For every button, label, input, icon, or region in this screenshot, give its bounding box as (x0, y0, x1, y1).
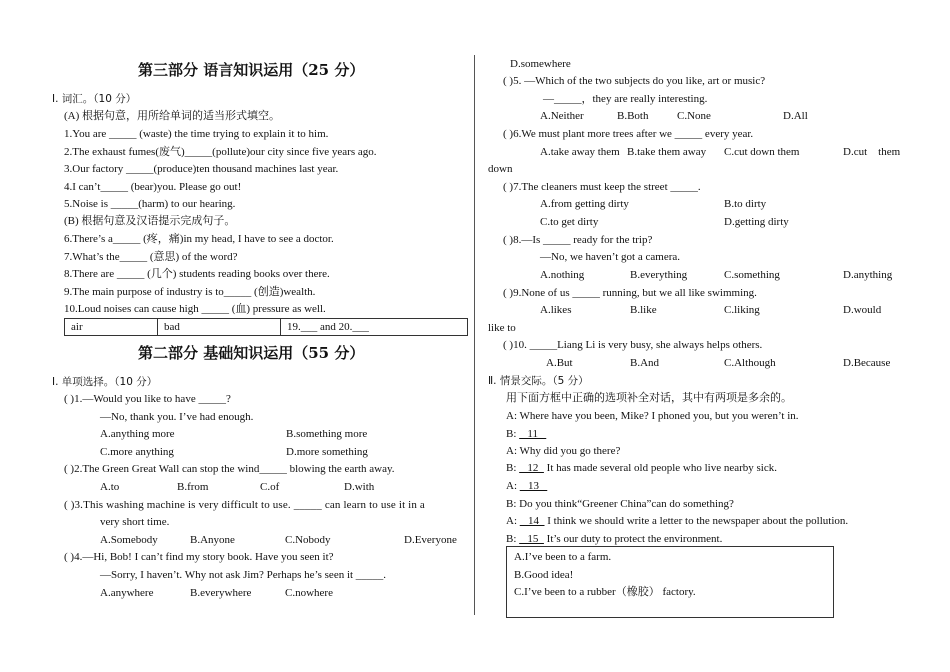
dialog-line (506, 532, 722, 546)
question-4: ( )4.—Hi, Bob! I can’t find my story book. Have you seen it? (64, 551, 334, 563)
question-8-response: —No, we haven’t got a camera. (540, 251, 680, 263)
vocab-item: 7.What’s the_____ (意思) of the word? (64, 251, 238, 263)
question-3: ( )3.This washing machine is very difficult to use. _____ can learn to use it in a (64, 499, 425, 511)
speaker-label: B: (506, 428, 517, 440)
vocab-item: 10.Loud noises can cause high _____ (血) pressure as well. (64, 303, 326, 315)
question-8: ( )8.—Is _____ ready for the trip? (503, 234, 653, 246)
option: C.more anything (100, 446, 174, 458)
question-1: ( )1.—Would you like to have _____? (64, 393, 231, 405)
vocab-item: 3.Our factory _____(produce)ten thousand machines last year. (64, 163, 339, 175)
question-7: ( )7.The cleaners must keep the street _____. (503, 181, 701, 193)
dialog-text: It’s our duty to protect the environment. (543, 533, 723, 545)
option: D.would (843, 304, 882, 316)
dialog-line: B: Do you think“Greener China”can do something? (506, 498, 734, 510)
dialog-line: A: Why did you go there? (506, 445, 621, 457)
option: D.getting dirty (724, 216, 789, 228)
question-2: ( )2.The Green Great Wall can stop the wind_____ blowing the earth away. (64, 463, 395, 475)
option: A.anywhere (100, 587, 154, 599)
dialog-line: A: Where have you been, Mike? I phoned you, but you weren’t in. (506, 410, 799, 422)
option: B.from (177, 481, 209, 493)
option: A.from getting dirty (540, 198, 629, 210)
speaker-label: A: (506, 480, 517, 492)
column-divider (474, 55, 475, 615)
option: A.Somebody (100, 534, 158, 546)
vocab-item: 5.Noise is _____(harm) to our hearing. (64, 198, 236, 210)
option: B.Both (617, 110, 649, 122)
dialog-instruction: 用下面方框中正确的选项补全对话，其中有两项是多余的。 (506, 392, 792, 404)
option: B.everything (630, 269, 688, 281)
option: D.more something (286, 446, 368, 458)
dialog-line (506, 479, 547, 493)
table-cell: 19.___ and 20.___ (281, 319, 468, 336)
table-cell: bad (158, 319, 281, 336)
option: B.to dirty (724, 198, 767, 210)
dialog-line (506, 427, 546, 441)
dialog-text: It has made several old people who live nearby sick. (543, 462, 777, 474)
dialog-line (506, 461, 777, 475)
option: D.anything (843, 269, 893, 281)
box-option: B.Good idea! (514, 569, 574, 581)
answer-blank: 15 (519, 533, 544, 545)
option: A.anything more (100, 428, 175, 440)
option: A.to (100, 481, 120, 493)
part3-title: 第三部分 语言知识运用（25 分） (138, 61, 365, 79)
option: D.cut them (843, 146, 901, 158)
vocab-item: 2.The exhaust fumes(废气)_____(pollute)our city since five years ago. (64, 146, 377, 158)
dialog-heading: Ⅱ. 情景交际。（5 分） (488, 375, 589, 387)
question-4-response: —Sorry, I haven’t. Why not ask Jim? Perhaps he’s seen it _____. (100, 569, 387, 581)
question-3-continued: very short time. (100, 516, 170, 528)
option: B.something more (286, 428, 368, 440)
option: D.Because (843, 357, 891, 369)
option: C.something (724, 269, 780, 281)
box-option: C.I’ve been to a rubber（橡胶） factory. (514, 586, 696, 598)
option: D.somewhere (510, 58, 571, 70)
table-cell: air (65, 319, 158, 336)
option: B.Anyone (190, 534, 235, 546)
option: D.with (344, 481, 375, 493)
dialog-line (506, 514, 848, 528)
option: C.nowhere (285, 587, 333, 599)
option: D.Everyone (404, 534, 457, 546)
vocab-item: 9.The main purpose of industry is to_____ (创造)wealth. (64, 286, 316, 298)
option: A.Neither (540, 110, 584, 122)
speaker-label: B: (506, 533, 517, 545)
option: B.everywhere (190, 587, 252, 599)
dialog-text: I think we should write a letter to the newspaper about the pollution. (544, 515, 849, 527)
option: A.take away them (540, 146, 620, 158)
vocab-heading: Ⅰ. 词汇。（10 分） (52, 93, 137, 105)
vocab-item: 6.There’s a_____ (疼，痛)in my head, I have to see a doctor. (64, 233, 334, 245)
answer-blank: 12 (519, 462, 544, 474)
question-5: ( )5. —Which of the two subjects do you like, art or music? (503, 75, 766, 87)
option-wrap: like to (488, 322, 516, 334)
vocab-item: 8.There are _____ (几个) students reading books over there. (64, 268, 330, 280)
option: B.take them away (627, 146, 707, 158)
options-box (506, 546, 834, 618)
vocab-item: 4.I can’t_____ (bear)you. Please go out! (64, 181, 242, 193)
option: C.to get dirty (540, 216, 599, 228)
question-1-response: —No, thank you. I’ve had enough. (100, 411, 254, 423)
part-b-instruction: (B) 根据句意及汉语提示完成句子。 (64, 215, 236, 227)
question-6: ( )6.We must plant more trees after we _____ every year. (503, 128, 754, 140)
answer-blank: 14 (519, 515, 545, 527)
question-10: ( )10. _____Liang Li is very busy, she always helps others. (503, 339, 763, 351)
question-9: ( )9.None of us _____ running, but we all like swimming. (503, 287, 757, 299)
part-a-instruction: (A) 根据句意，用所给单词的适当形式填空。 (64, 110, 281, 122)
option: A.But (546, 357, 573, 369)
box-option: A.I’ve been to a farm. (514, 551, 612, 563)
answer-blank: 11 (519, 428, 547, 440)
option: C.Although (724, 357, 776, 369)
option: C.cut down them (724, 146, 800, 158)
vocab-item: 1.You are _____ (waste) the time trying to explain it to him. (64, 128, 329, 140)
mc-heading: Ⅰ. 单项选择。（10 分） (52, 376, 158, 388)
option: C.None (677, 110, 711, 122)
option: A.nothing (540, 269, 585, 281)
option-wrap: down (488, 163, 513, 175)
vocab-table (64, 318, 468, 336)
option: D.All (783, 110, 808, 122)
question-5-response: —_____，they are really interesting. (543, 93, 708, 105)
option: A.likes (540, 304, 572, 316)
option: B.like (630, 304, 657, 316)
option: C.of (260, 481, 280, 493)
option: C.liking (724, 304, 760, 316)
part2-title: 第二部分 基础知识运用（55 分） (138, 344, 365, 362)
speaker-label: A: (506, 515, 517, 527)
option: C.Nobody (285, 534, 331, 546)
option: B.And (630, 357, 660, 369)
speaker-label: B: (506, 462, 517, 474)
answer-blank: 13 (519, 480, 548, 492)
